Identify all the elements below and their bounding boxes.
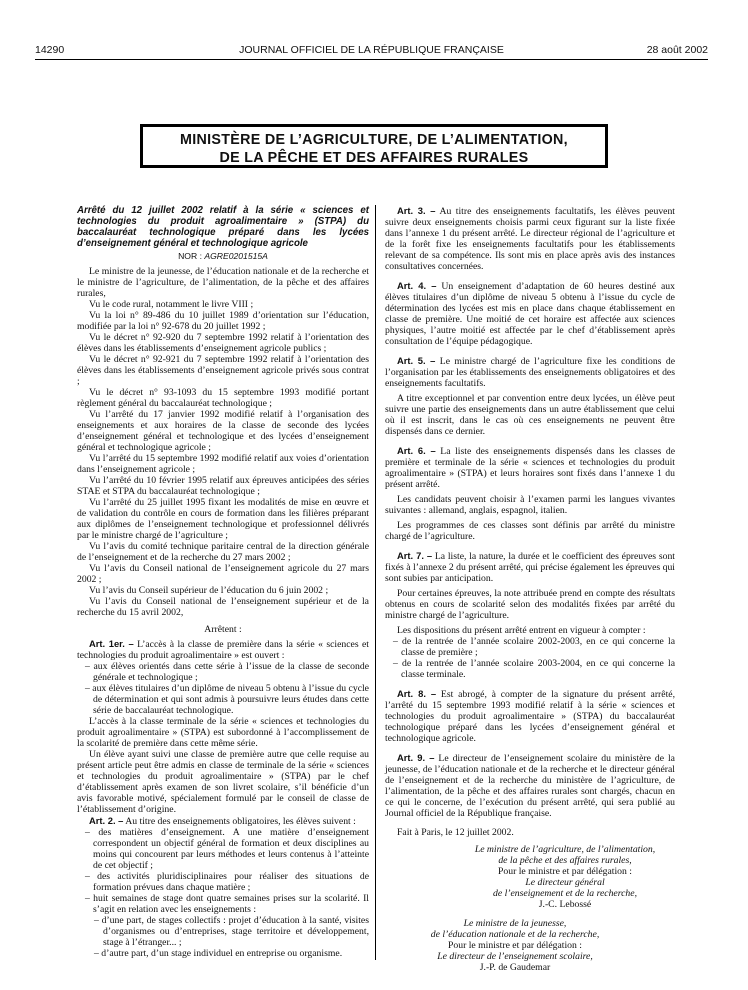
list-item: – aux élèves orientés dans cette série à l’issue de la classe de seconde générale et technologique ;	[85, 661, 369, 683]
signatory-name: J.-P. de Gaudemar	[479, 962, 551, 973]
visa: Vu l’avis du Conseil supérieur de l’éducation du 6 juin 2002 ;	[89, 585, 329, 596]
signatory-name: J.-C. Lebossé	[538, 899, 592, 910]
visa: Vu l’avis du comité technique paritaire central de la direction générale de l’enseignement et de la recherche du 27 mars 2002 ;	[77, 541, 369, 563]
article-paragraph: Pour certaines épreuves, la note attribuée prend en compte des résultats obtenus en cours de scolarité selon des modalités fixées par arrêté du ministre chargé de l’agriculture.	[385, 588, 675, 621]
ministry-line-1: MINISTÈRE DE L’AGRICULTURE, DE L’ALIMENTATION,	[180, 132, 568, 148]
header-rule	[35, 59, 708, 60]
visa: Vu l’arrêté du 10 février 1995 relatif aux épreuves anticipées des séries STAE et STPA du baccalauréat technologique ;	[77, 475, 369, 497]
visa: Vu le décret n° 93-1093 du 15 septembre 1993 modifié portant règlement général du baccalauréat technologique ;	[77, 387, 369, 409]
article-paragraph: A titre exceptionnel et par convention entre deux lycées, un élève peut suivre une partie des enseignements dans un autre établissement que celui où il est inscrit, dans le cas où ces enseignements ne peuvent être dispensés dans ce dernier.	[385, 393, 675, 437]
signature-date: Fait à Paris, le 12 juillet 2002.	[397, 827, 514, 838]
ministry-line-2: DE LA PÊCHE ET DES AFFAIRES RURALES	[219, 150, 529, 166]
article-6: Art. 6. – La liste des enseignements dispensés dans les classes de première et terminale de la série « sciences et technologies du produit agroalimentaire » (STPA) et leurs horaires sont fixés dans l’annexe 1 du présent arrêté.	[385, 445, 675, 490]
column-divider	[375, 205, 376, 960]
list-item: – huit semaines de stage dont quatre semaines prises sur la scolarité. Il s’agit en relation avec les enseignements :	[85, 893, 369, 915]
right-column	[385, 205, 675, 973]
article-5: Art. 5. – Le ministre chargé de l’agriculture fixe les conditions de l’organisation par les établissements des enseignements obligatoires et des enseignements facultatifs.	[385, 355, 676, 389]
left-column	[77, 205, 369, 959]
page-number: 14290	[35, 44, 65, 56]
article-paragraph: Les candidats peuvent choisir à l’examen parmi les langues vivantes suivantes : allemand, anglais, espagnol, italien.	[385, 494, 675, 516]
visa: Vu l’avis du Conseil national de l’enseignement agricole du 27 mars 2002 ;	[77, 563, 369, 585]
visa: Vu le décret n° 92-921 du 7 septembre 1992 relatif à l’orientation des élèves dans les établissements d’enseignement agricole privés sous contrat ;	[77, 354, 369, 387]
article-2: Art. 2. – Au titre des enseignements obligatoires, les élèves suivent :	[89, 815, 356, 827]
signature-block-education: Le ministre de la jeunesse, de l’éducation nationale et de la recherche, Pour le ministre et par délégation : Le directeur de l’enseignement scolaire, J.-P. de Gaudemar	[385, 918, 675, 973]
visa: Vu l’arrêté du 15 septembre 1992 modifié relatif aux voies d’orientation dans l’enseignement agricole ;	[77, 453, 369, 475]
article-1: Art. 1er. – L’accès à la classe de première dans la série « sciences et technologies du produit agroalimentaire » est ouvert :	[77, 638, 370, 661]
arretent-heading: Arrêtent :	[204, 624, 242, 635]
list-item: – des matières d’enseignement. A une matière d’enseignement correspondent un objectif général de formation et deux disciplines au moins qui concourent par leurs méthodes et leurs contenus à l’atteinte de cet objectif ;	[85, 827, 369, 871]
article-paragraph: Les programmes de ces classes sont définis par arrêté du ministre chargé de l’agriculture.	[385, 520, 675, 542]
article-paragraph: Les dispositions du présent arrêté entrent en vigueur à compter :	[397, 625, 646, 636]
publication-date: 28 août 2002	[646, 44, 708, 56]
article-7: Art. 7. – La liste, la nature, la durée et le coefficient des épreuves sont fixés à l’annexe 2 du présent arrêté, qui précise également les épreuves qui sont subies par anticipation.	[385, 550, 675, 584]
list-item: – de la rentrée de l’année scolaire 2002-2003, en ce qui concerne la classe de première ;	[393, 636, 675, 658]
preamble: Le ministre de la jeunesse, de l’éducation nationale et de la recherche et le ministre de l’agriculture, de l’alimentation, de la pêche et des affaires rurales,	[77, 266, 369, 299]
ministry-box	[140, 124, 608, 168]
visa: Vu l’avis du Conseil national de l’enseignement supérieur et de la recherche du 15 avril 2002,	[77, 596, 369, 618]
decree-title: Arrêté du 12 juillet 2002 relatif à la série « sciences et technologies du produit agroalimentaire » (STPA) du baccalauréat technologique préparé dans les lycées d’enseignement général et technologique agricole	[77, 205, 369, 249]
visa: Vu l’arrêté du 25 juillet 1995 fixant les modalités de mise en œuvre et de validation du contrôle en cours de formation dans les filières préparant aux diplômes de l’enseignement technologique et professionnel délivrés par le ministre chargé de l’agriculture ;	[77, 497, 369, 541]
signature-block-agriculture: Le ministre de l’agriculture, de l’alimentation, de la pêche et des affaires rurales, Pour le ministre et par délégation : Le directeur général de l’enseignement et de la recherche, J.-C. Lebossé	[385, 844, 675, 910]
article-paragraph: Un élève ayant suivi une classe de première autre que celle requise au présent article peut être admis en classe de terminale de la série « sciences et technologies du produit agroalimentaire » (STPA) par le chef d’établissement après examen de son livret scolaire, s’il bénéficie d’un avis favorable motivé, spécialement formulé par le conseil de classe de l’établissement d’origine.	[77, 749, 369, 815]
visa: Vu le code rural, notamment le livre VIII ;	[89, 299, 254, 310]
list-item: – de la rentrée de l’année scolaire 2003-2004, en ce qui concerne la classe terminale.	[393, 658, 675, 680]
nor-reference: NOR : AGRE0201515A	[178, 251, 268, 261]
sub-list-item: – d’une part, de stages collectifs : projet d’éducation à la santé, visites d’organismes ou d’entreprises, stage territoire et développement, stage à l’étranger... ;	[94, 915, 369, 948]
sub-list-item: – d’autre part, d’un stage individuel en entreprise ou organisme.	[94, 948, 343, 959]
visa: Vu l’arrêté du 17 janvier 1992 modifié relatif à l’organisation des enseignements et aux horaires de la classe de seconde des lycées d’enseignement général et technologique et des lycées d’enseignement général et technologique agricole ;	[77, 409, 369, 453]
article-3: Art. 3. – Au titre des enseignements facultatifs, les élèves peuvent suivre deux enseignements choisis parmi ceux figurant sur la liste fixée dans l’annexe 1 du présent arrêté. Le directeur régional de l’agriculture et de la forêt fixe les enseignements facultatifs pour les établissements relevant de sa compétence. Ils sont mis en place après avis des instances consultatives concernées.	[385, 205, 676, 272]
article-paragraph: L’accès à la classe terminale de la série « sciences et technologies du produit agroalimentaire » (STPA) est subordonné à l’accomplissement de la scolarité de première dans cette même série.	[77, 716, 369, 749]
page-header	[35, 44, 708, 58]
journal-title: JOURNAL OFFICIEL DE LA RÉPUBLIQUE FRANÇAISE	[239, 44, 504, 56]
list-item: – des activités pluridisciplinaires pour réaliser des situations de formation prévues dans chaque matière ;	[85, 871, 369, 893]
list-item: – aux élèves titulaires d’un diplôme de niveau 5 obtenu à l’issue du cycle de détermination et qui sont admis à poursuivre leurs études dans cette série de baccalauréat technologique.	[85, 683, 369, 716]
article-9: Art. 9. – Le directeur de l’enseignement scolaire du ministère de la jeunesse, de l’éducation nationale et de la recherche et le directeur général de l’enseignement et de la recherche du ministère de l’agriculture, de l’alimentation, de la pêche et des affaires rurales sont chargés, chacun en ce qui le concerne, de l’exécution du présent arrêté, qui sera publié au Journal officiel de la République française.	[385, 752, 675, 819]
article-8: Art. 8. – Est abrogé, à compter de la signature du présent arrêté, l’arrêté du 15 septembre 1993 modifié relatif à la série « sciences et technologies du produit agroalimentaire » (STPA) du baccalauréat technologique préparé dans les lycées d’enseignement général et technologique agricole.	[385, 688, 675, 744]
visa: Vu le décret n° 92-920 du 7 septembre 1992 relatif à l’orientation des élèves dans les établissements d’enseignement agricole publics ;	[77, 332, 369, 354]
article-4: Art. 4. – Un enseignement d’adaptation de 60 heures destiné aux élèves titulaires d’un diplôme de niveau 5 obtenu à l’issue du cycle de détermination des lycées est mis en place dans chaque établissement en classe de première. Une moitié de cet horaire est affectée aux sciences physiques, l’autre moitié est affectée par le chef d’établissement après consultation de l’équipe pédagogique.	[385, 280, 675, 347]
visa: Vu la loi n° 89-486 du 10 juillet 1989 d’orientation sur l’éducation, modifiée par la loi n° 92-678 du 20 juillet 1992 ;	[77, 310, 369, 332]
